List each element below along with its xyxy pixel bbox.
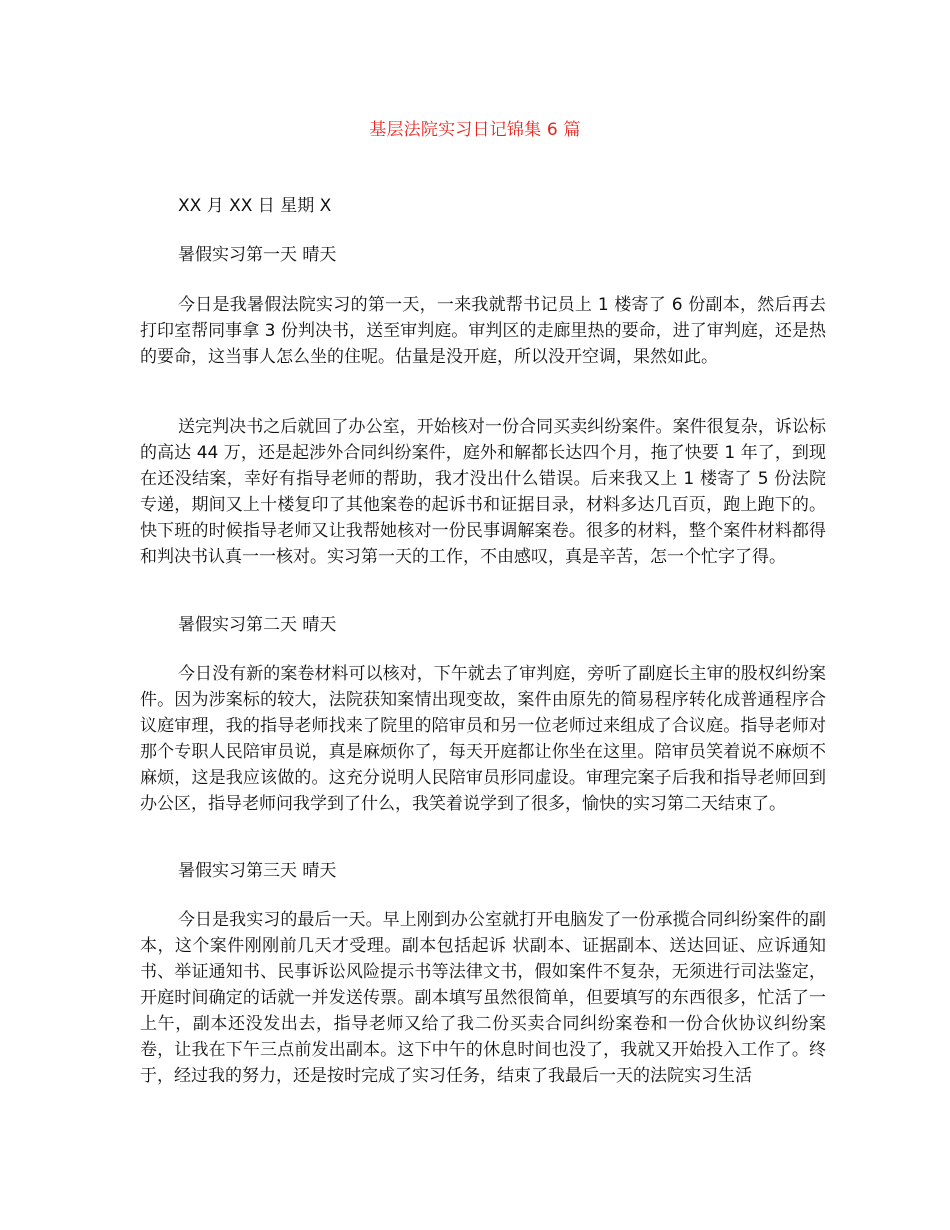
day1-heading: 暑假实习第一天 晴天: [178, 245, 337, 265]
date-line: XX 月 XX 日 星期 X: [178, 196, 332, 216]
day3-paragraph: 今日是我实习的最后一天。早上刚到办公室就打开电脑发了一份承揽合同纠纷案件的副本，这个案件刚刚前几天才受理。副本包括起诉 状副本、证据副本、送达回证、应诉通知书、举证通知书、民事诉讼风险提示书等法律文书，假如案件不复杂，无须进行司法鉴定，开庭时间确定的话就一并发送传票。副本填写虽然很简单，但要填写的东西很多，忙活了一上午，副本还没发出去，指导老师又给了我二份买卖合同纠纷案卷和一份合伙协议纠纷案卷，让我在下午三点前发出副本。这下中午的休息时间也没了，我就又开始投入工作了。终于，经过我的努力，还是按时完成了实习任务，结束了我最后一天的法院实习生活: [140, 910, 826, 1086]
day3-heading: 暑假实习第三天 晴天: [178, 861, 337, 881]
document-title: 基层法院实习日记锦集 6 篇: [369, 120, 581, 140]
day1-paragraph-1: 今日是我暑假法院实习的第一天，一来我就帮书记员上 1 楼寄了 6 份副本，然后再去打印室帮同事拿 3 份判决书，送至审判庭。审判区的走廊里热的要命，进了审判庭，还是热的要命，这当事人怎么坐的住呢。估量是没开庭，所以没开空调，果然如此。: [140, 295, 826, 367]
day1-paragraph-2: 送完判决书之后就回了办公室，开始核对一份合同买卖纠纷案件。案件很复杂，诉讼标的高达 44 万，还是起涉外合同纠纷案件，庭外和解都长达四个月，拖了快要 1 年了，到现在还没结案，幸好有指导老师的帮助，我才没出什么错误。后来我又上 1 楼寄了 5 份法院专递，期间又上十楼复印了其他案卷的起诉书和证据目录，材料多达几百页，跑上跑下的。快下班的时候指导老师又让我帮她核对一份民事调解案卷。很多的材料，整个案件材料都得和判决书认真一一核对。实习第一天的工作，不由感叹，真是辛苦，怎一个忙字了得。: [140, 417, 826, 567]
day2-paragraph: 今日没有新的案卷材料可以核对，下午就去了审判庭，旁听了副庭长主审的股权纠纷案件。因为涉案标的较大，法院获知案情出现变故，案件由原先的简易程序转化成普通程序合议庭审理，我的指导老师找来了院里的陪审员和另一位老师过来组成了合议庭。指导老师对那个专职人民陪审员说，真是麻烦你了，每天开庭都让你坐在这里。陪审员笑着说不麻烦不麻烦，这是我应该做的。这充分说明人民陪审员形同虚设。审理完案子后我和指导老师回到办公区，指导老师问我学到了什么，我笑着说学到了很多，愉快的实习第二天结束了。: [140, 664, 826, 814]
day2-heading: 暑假实习第二天 晴天: [178, 615, 337, 635]
